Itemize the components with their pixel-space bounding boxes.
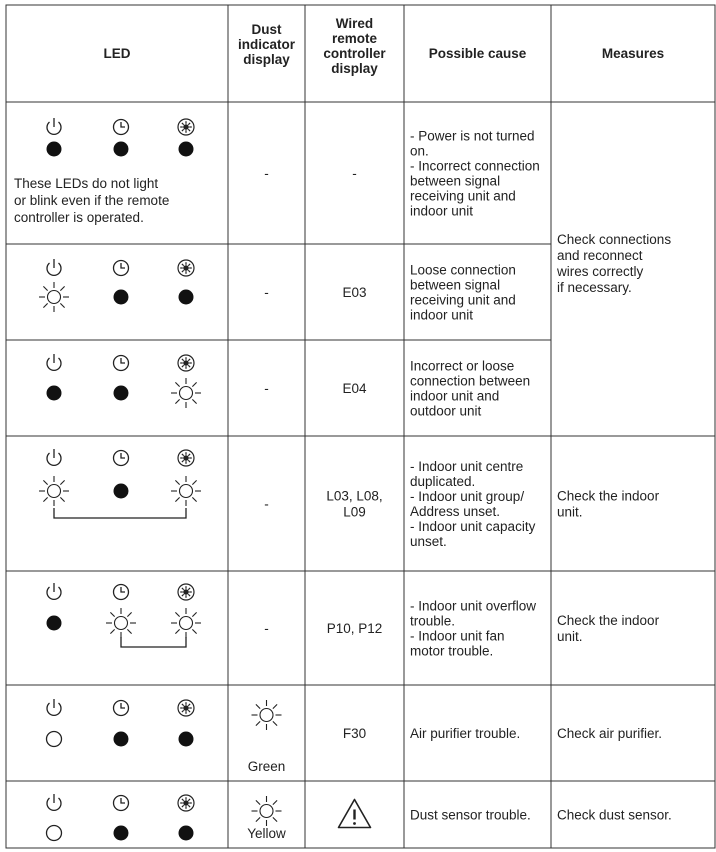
led-off xyxy=(179,826,194,841)
possible-cause: duplicated. xyxy=(410,474,476,489)
measures-text: unit. xyxy=(557,629,583,644)
led-off xyxy=(114,732,129,747)
led-off xyxy=(47,142,62,157)
possible-cause: indoor unit xyxy=(410,203,474,219)
led-blink-icon xyxy=(252,796,282,826)
dust-indicator-value: - xyxy=(264,285,269,300)
possible-cause: Loose connection xyxy=(410,262,516,278)
led-note: or blink even if the remote xyxy=(14,193,170,208)
header-possible-cause: Possible cause xyxy=(428,46,527,61)
table-grid xyxy=(6,5,715,848)
dust-indicator-value: - xyxy=(264,621,269,636)
possible-cause: trouble. xyxy=(410,613,456,629)
led-note: controller is operated. xyxy=(14,210,144,225)
timer-icon xyxy=(114,796,129,811)
power-icon xyxy=(47,583,61,599)
led-blink-icon xyxy=(39,282,69,312)
timer-icon xyxy=(114,701,129,716)
measures-text: Check air purifier. xyxy=(557,726,663,741)
possible-cause: - Indoor unit group/ xyxy=(410,489,525,504)
filter-icon xyxy=(178,584,194,600)
led-off xyxy=(179,142,194,157)
power-icon xyxy=(47,449,61,465)
measures-check-connections: if necessary. xyxy=(557,280,632,295)
wired-remote-value: P10, P12 xyxy=(326,621,383,636)
possible-cause: - Indoor unit centre xyxy=(410,459,524,474)
led-bracket xyxy=(54,508,186,518)
possible-cause: unset. xyxy=(410,534,447,549)
led-on xyxy=(47,826,62,841)
measures-text: unit. xyxy=(557,504,583,520)
led-note: These LEDs do not light xyxy=(14,176,159,191)
header-wired-remote: display xyxy=(331,61,378,76)
possible-cause: - Power is not turned xyxy=(410,128,535,144)
power-icon xyxy=(47,699,61,715)
measures-text: Check the indoor xyxy=(557,488,660,504)
power-icon xyxy=(47,794,61,810)
possible-cause: Dust sensor trouble. xyxy=(410,807,531,823)
possible-cause: - Indoor unit overflow xyxy=(410,598,537,614)
measures-check-connections: Check connections xyxy=(557,232,672,247)
led-off xyxy=(114,826,129,841)
led-blink-icon xyxy=(106,608,136,638)
led-blink-icon xyxy=(171,608,201,638)
possible-cause: - Indoor unit fan xyxy=(410,628,505,644)
led-on xyxy=(47,732,62,747)
filter-icon xyxy=(178,795,194,811)
possible-cause: indoor unit xyxy=(410,307,474,323)
power-icon xyxy=(47,259,61,275)
led-off xyxy=(179,290,194,305)
possible-cause: Air purifier trouble. xyxy=(410,726,521,741)
filter-icon xyxy=(178,700,194,716)
measures-text: Check the indoor xyxy=(557,613,660,628)
possible-cause: between signal xyxy=(410,277,501,293)
possible-cause: receiving unit and xyxy=(410,188,516,204)
dust-indicator-value: - xyxy=(264,496,269,512)
header-wired-remote: remote xyxy=(331,31,378,46)
led-off xyxy=(114,142,129,157)
wired-remote-value: - xyxy=(352,166,357,181)
header-measures: Measures xyxy=(601,46,665,61)
possible-cause: on. xyxy=(410,143,429,159)
wired-remote-value: F30 xyxy=(342,726,367,741)
header-wired-remote: controller xyxy=(323,46,386,61)
wired-remote-value: L09 xyxy=(343,504,366,520)
filter-icon xyxy=(178,260,194,276)
wired-remote-value: E04 xyxy=(342,381,367,396)
timer-icon xyxy=(114,356,129,371)
header-dust-indicator: Dust xyxy=(251,22,282,37)
led-off xyxy=(179,732,194,747)
power-icon xyxy=(47,118,61,134)
possible-cause: outdoor unit xyxy=(410,403,482,419)
led-blink-icon xyxy=(171,378,201,408)
table-content xyxy=(14,16,672,841)
possible-cause: receiving unit and xyxy=(410,292,516,308)
led-off xyxy=(114,290,129,305)
led-off xyxy=(114,484,129,499)
possible-cause: between signal xyxy=(410,173,501,189)
filter-icon xyxy=(178,450,194,466)
dust-indicator-value: - xyxy=(264,166,269,181)
filter-icon xyxy=(178,355,194,371)
dust-indicator-value: Green xyxy=(247,759,286,774)
led-off xyxy=(114,386,129,401)
timer-icon xyxy=(114,451,129,466)
led-blink-icon xyxy=(252,700,282,730)
power-icon xyxy=(47,354,61,370)
led-off xyxy=(47,386,62,401)
table-border xyxy=(6,5,715,848)
wired-remote-value: L03, L08, xyxy=(326,488,383,504)
possible-cause: Address unset. xyxy=(410,504,501,519)
possible-cause: connection between xyxy=(410,373,531,389)
led-blink-icon xyxy=(39,476,69,506)
dust-indicator-value: Yellow xyxy=(247,826,286,841)
possible-cause: - Indoor unit capacity xyxy=(410,519,536,534)
timer-icon xyxy=(114,585,129,600)
possible-cause: - Incorrect connection xyxy=(410,158,540,174)
possible-cause: indoor unit and xyxy=(410,388,500,404)
led-blink-icon xyxy=(171,476,201,506)
header-dust-indicator: display xyxy=(243,52,290,67)
possible-cause: Incorrect or loose xyxy=(410,358,515,374)
wired-remote-value: E03 xyxy=(342,285,367,300)
led-off xyxy=(47,616,62,631)
measures-check-connections: and reconnect xyxy=(557,248,643,263)
dust-indicator-value: - xyxy=(264,381,269,396)
header-led: LED xyxy=(103,46,131,61)
possible-cause: motor trouble. xyxy=(410,643,494,659)
filter-icon xyxy=(178,119,194,135)
warning-icon xyxy=(339,800,371,828)
measures-text: Check dust sensor. xyxy=(557,807,672,823)
header-dust-indicator: indicator xyxy=(237,37,296,52)
timer-icon xyxy=(114,120,129,135)
measures-check-connections: wires correctly xyxy=(557,264,644,279)
header-wired-remote: Wired xyxy=(335,16,374,31)
timer-icon xyxy=(114,261,129,276)
led-bracket xyxy=(121,637,186,647)
